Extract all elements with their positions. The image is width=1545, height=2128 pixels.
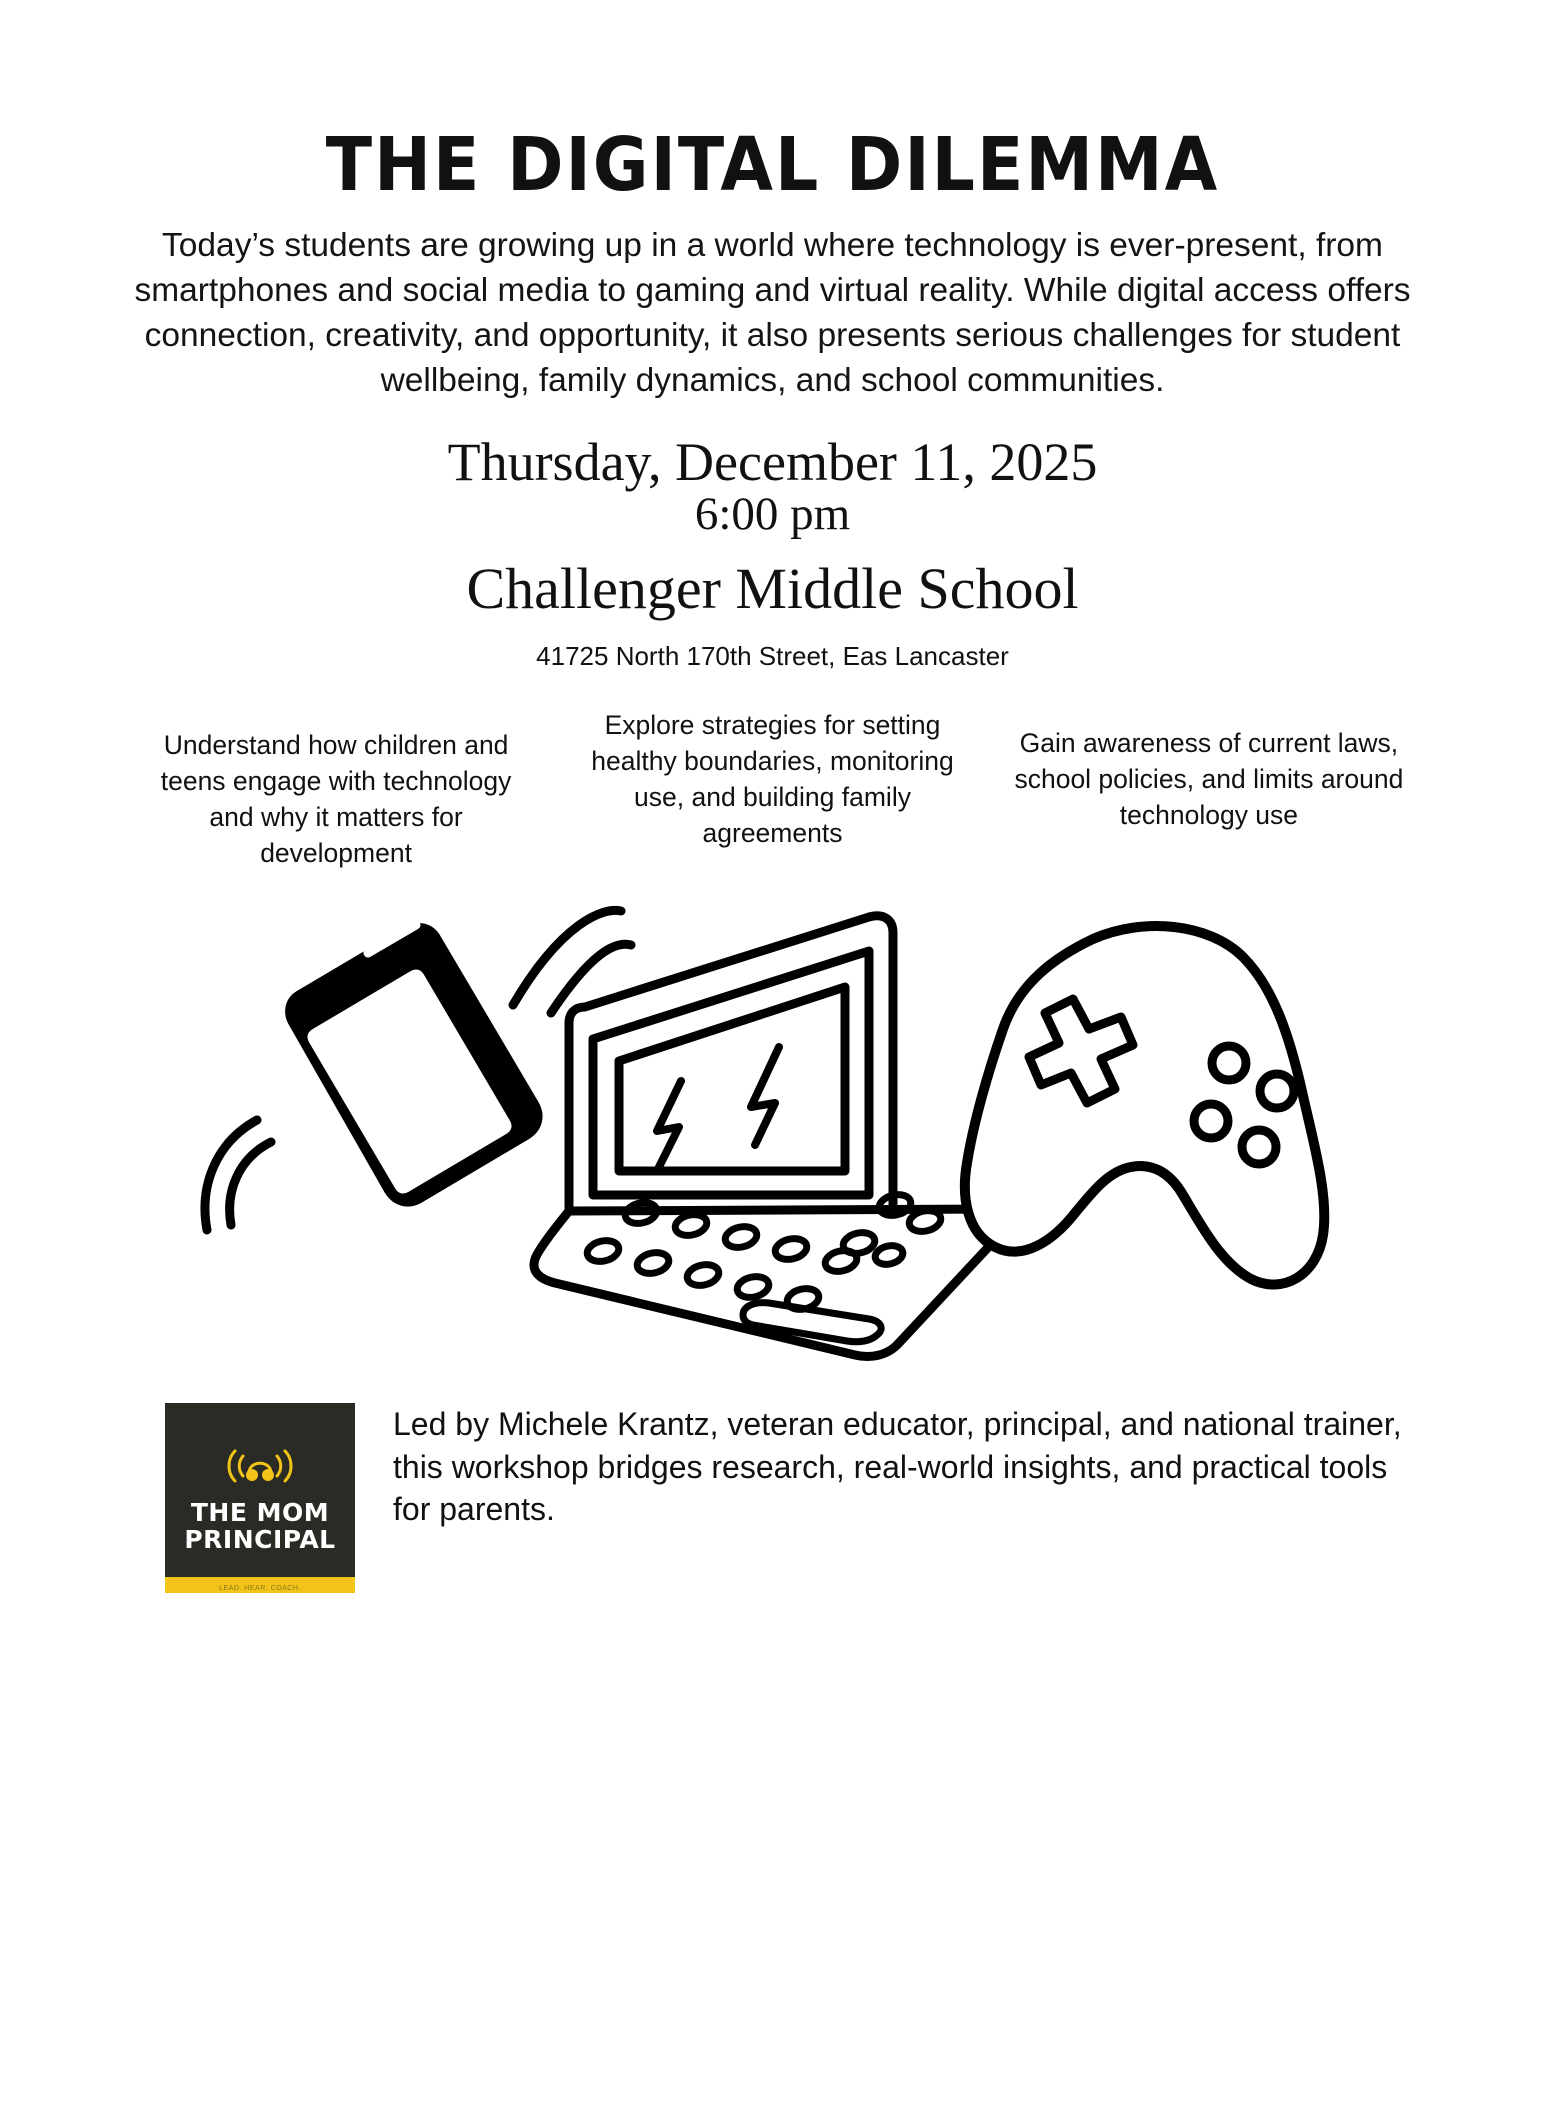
- smartphone-icon: [289, 925, 537, 1202]
- benefit-column-2: Explore strategies for setting healthy boundaries, monitoring use, and building family agreements: [591, 710, 954, 849]
- benefit-column-1: Understand how children and teens engage with technology and why it matters for development: [160, 730, 512, 869]
- footer-section: [55, 1403, 1490, 1593]
- laptop-icon: [533, 916, 1011, 1357]
- benefits-columns: [55, 710, 1490, 871]
- game-controller-icon: [964, 926, 1323, 1284]
- event-time: 6:00 pm: [694, 488, 851, 541]
- benefit-column-3: Gain awareness of current laws, school policies, and limits around technology use: [1014, 728, 1404, 831]
- illustration-svg: [183, 895, 1363, 1395]
- event-details: [55, 431, 1490, 624]
- page-title: THE DIGITAL DILEMMA: [325, 122, 1220, 208]
- event-date: Thursday, December 11, 2025: [447, 431, 1098, 492]
- event-venue: Challenger Middle School: [466, 555, 1079, 621]
- logo-line-1: THE MOM: [190, 1498, 330, 1528]
- headphones-signal-icon: [217, 1443, 303, 1494]
- flyer-page: [0, 122, 1545, 2128]
- logo-line-2: PRINCIPAL: [184, 1524, 336, 1554]
- motion-lines-left: [205, 1120, 271, 1230]
- presenter-note: Led by Michele Krantz, veteran educator, principal, and national trainer, this workshop bridges research, real-world insights, and practical tools for parents.: [393, 1406, 1402, 1528]
- device-illustration: [55, 895, 1490, 1395]
- logo-the-mom-principal: [165, 1403, 355, 1593]
- intro-paragraph: Today’s students are growing up in a world where technology is ever-present, from smartphones and social media to gaming and virtual reality. While digital access offers connection, creativity, and opportunity, it also presents serious challenges for student wellbeing, family dynamics, and school communities.: [134, 227, 1411, 399]
- event-address: 41725 North 170th Street, Eas Lancaster: [536, 641, 1009, 672]
- logo-tagline: LEAD. HEAR. COACH.: [219, 1585, 301, 1593]
